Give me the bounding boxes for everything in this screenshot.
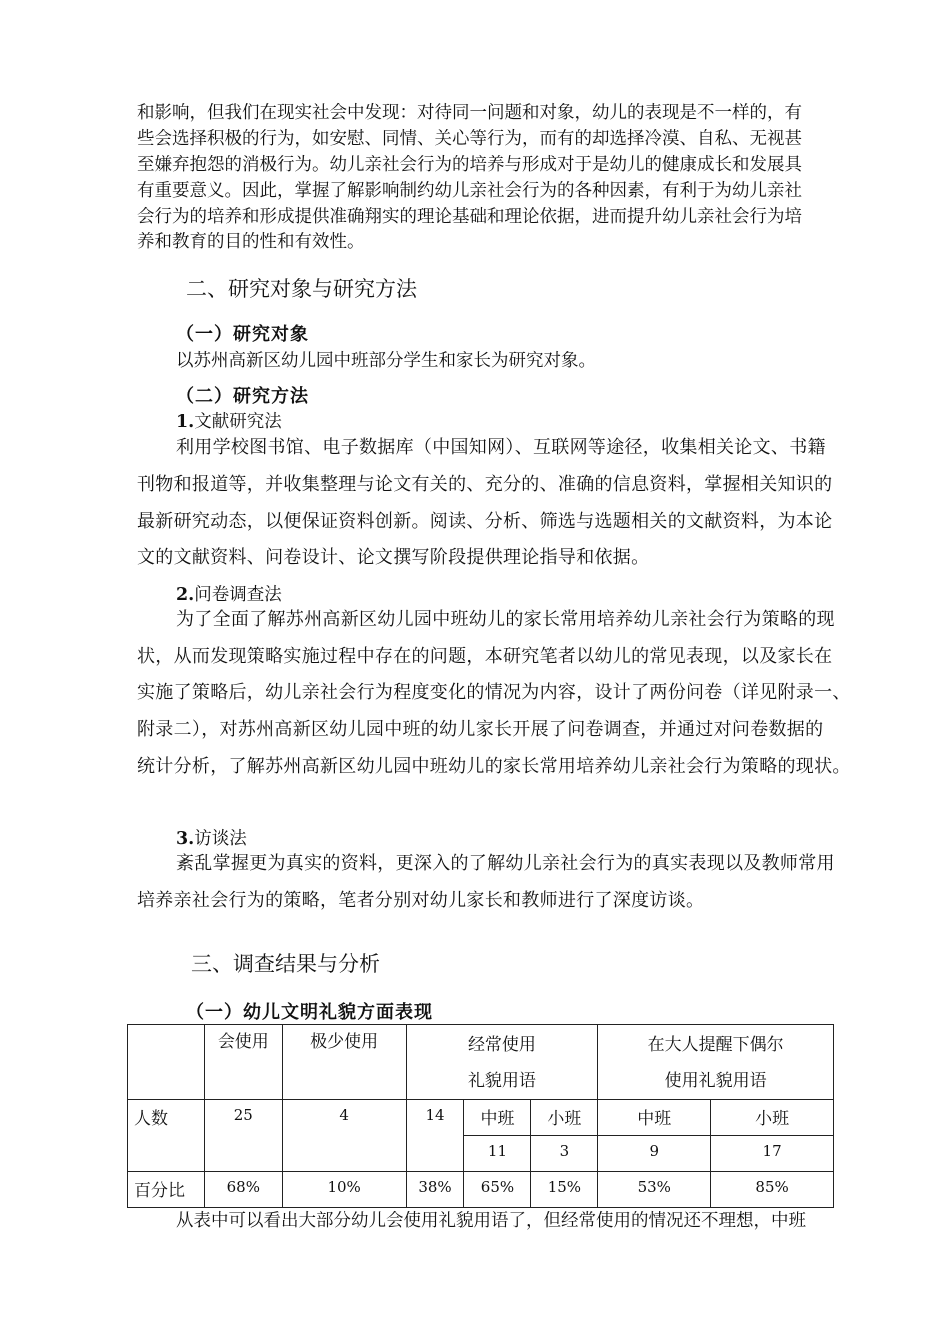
paragraph-line: 紊乱掌握更为真实的资料，更深入的了解幼儿亲社会行为的真实表现以及教师常用 xyxy=(176,853,835,874)
paragraph-line: 利用学校图书馆、电子数据库（中国知网）、互联网等途径，收集相关论文、书籍 xyxy=(176,437,826,458)
method-number: 3. xyxy=(176,829,195,849)
table-corner-cell xyxy=(128,1025,205,1100)
cell-often-small-label: 小班 xyxy=(531,1100,598,1136)
subsection-heading: （二）研究方法 xyxy=(176,386,309,407)
paragraph-line: 附录二），对苏州高新区幼儿园中班的幼儿家长开展了问卷调查，并通过对问卷数据的 xyxy=(137,719,824,740)
paragraph-line: 统计分析，了解苏州高新区幼儿园中班幼儿的家长常用培养幼儿亲社会行为策略的现状。 xyxy=(137,756,851,777)
method-name: 文献研究法 xyxy=(194,412,282,432)
method-title xyxy=(176,411,282,433)
method-title xyxy=(176,584,282,606)
intro-line: 养和教育的目的性和有效性。 xyxy=(137,232,365,252)
paragraph-line: 培养亲社会行为的策略，笔者分别对幼儿家长和教师进行了深度访谈。 xyxy=(137,890,705,911)
cell-count-can: 25 xyxy=(204,1100,282,1172)
section-heading: 二、研究对象与研究方法 xyxy=(186,277,417,301)
paragraph-line: 刊物和报道等，并收集整理与论文有关的、充分的、准确的信息资料，掌握相关知识的 xyxy=(137,474,833,495)
header-often-line2: 礼貌用语 xyxy=(467,1071,536,1091)
paragraph-line: 最新研究动态，以便保证资料创新。阅读、分析、筛选与选题相关的文献资料，为本论 xyxy=(137,511,833,532)
intro-line: 会行为的培养和形成提供准确翔实的理论基础和理论依据，进而提升幼儿亲社会行为培 xyxy=(137,207,802,227)
paragraph-line: 为了全面了解苏州高新区幼儿园中班幼儿的家长常用培养幼儿亲社会行为策略的现 xyxy=(176,609,835,630)
paragraph-line: 实施了策略后，幼儿亲社会行为程度变化的情况为内容，设计了两份问卷（详见附录一、 xyxy=(137,682,851,703)
intro-line: 些会选择积极的行为，如安慰、同情、关心等行为，而有的却选择冷漠、自私、无视甚 xyxy=(137,129,802,149)
header-rarely-use: 极少使用 xyxy=(282,1025,406,1100)
header-reminded-line2: 使用礼貌用语 xyxy=(664,1071,767,1091)
subsection-heading: （一）研究对象 xyxy=(176,324,309,345)
method-number: 2. xyxy=(176,585,195,605)
cell-pct-often: 38% xyxy=(406,1172,464,1208)
paragraph-line: 状，从而发现策略实施过程中存在的问题，本研究笔者以幼儿的常见表现，以及家长在 xyxy=(137,646,833,667)
method-name: 问卷调查法 xyxy=(194,585,282,605)
method-name: 访谈法 xyxy=(194,829,247,849)
cell-count-often-mid: 11 xyxy=(464,1136,531,1172)
cell-count-often: 14 xyxy=(406,1100,464,1172)
header-often-line1: 经常使用 xyxy=(467,1035,536,1055)
intro-line: 至嫌弃抱怨的消极行为。幼儿亲社会行为的培养与形成对于是幼儿的健康成长和发展具 xyxy=(137,155,802,175)
cell-count-remind-small: 17 xyxy=(711,1136,834,1172)
row-label-count: 人数 xyxy=(128,1100,205,1172)
cell-often-mid-label: 中班 xyxy=(464,1100,531,1136)
paragraph: 以苏州高新区幼儿园中班部分学生和家长为研究对象。 xyxy=(176,351,596,371)
cell-pct-often-mid: 65% xyxy=(464,1172,531,1208)
row-label-percent: 百分比 xyxy=(128,1172,205,1208)
cell-count-remind-mid: 9 xyxy=(598,1136,711,1172)
header-can-use: 会使用 xyxy=(204,1025,282,1100)
intro-line: 有重要意义。因此，掌握了解影响制约幼儿亲社会行为的各种因素，有利于为幼儿亲社 xyxy=(137,181,802,201)
header-reminded-line1: 在大人提醒下偶尔 xyxy=(647,1035,784,1055)
cell-pct-remind-mid: 53% xyxy=(598,1172,711,1208)
subsection-heading: （一）幼儿文明礼貌方面表现 xyxy=(186,1002,433,1023)
cell-count-rare: 4 xyxy=(282,1100,406,1172)
method-title xyxy=(176,828,247,850)
header-reminded-use xyxy=(598,1025,834,1100)
cell-pct-often-small: 15% xyxy=(531,1172,598,1208)
cell-pct-can: 68% xyxy=(204,1172,282,1208)
cell-pct-remind-small: 85% xyxy=(711,1172,834,1208)
paragraph-line: 从表中可以看出大部分幼儿会使用礼貌用语了，但经常使用的情况还不理想，中班 xyxy=(176,1211,806,1231)
header-often-use xyxy=(406,1025,598,1100)
paragraph-line: 文的文献资料、问卷设计、论文撰写阶段提供理论指导和依据。 xyxy=(137,547,650,568)
cell-count-often-small: 3 xyxy=(531,1136,598,1172)
cell-remind-small-label: 小班 xyxy=(711,1100,834,1136)
cell-pct-rare: 10% xyxy=(282,1172,406,1208)
politeness-table xyxy=(127,1024,834,1208)
method-number: 1. xyxy=(176,412,195,432)
cell-remind-mid-label: 中班 xyxy=(598,1100,711,1136)
section-heading: 三、调查结果与分析 xyxy=(191,952,380,976)
intro-line: 和影响，但我们在现实社会中发现：对待同一问题和对象，幼儿的表现是不一样的，有 xyxy=(137,103,802,123)
